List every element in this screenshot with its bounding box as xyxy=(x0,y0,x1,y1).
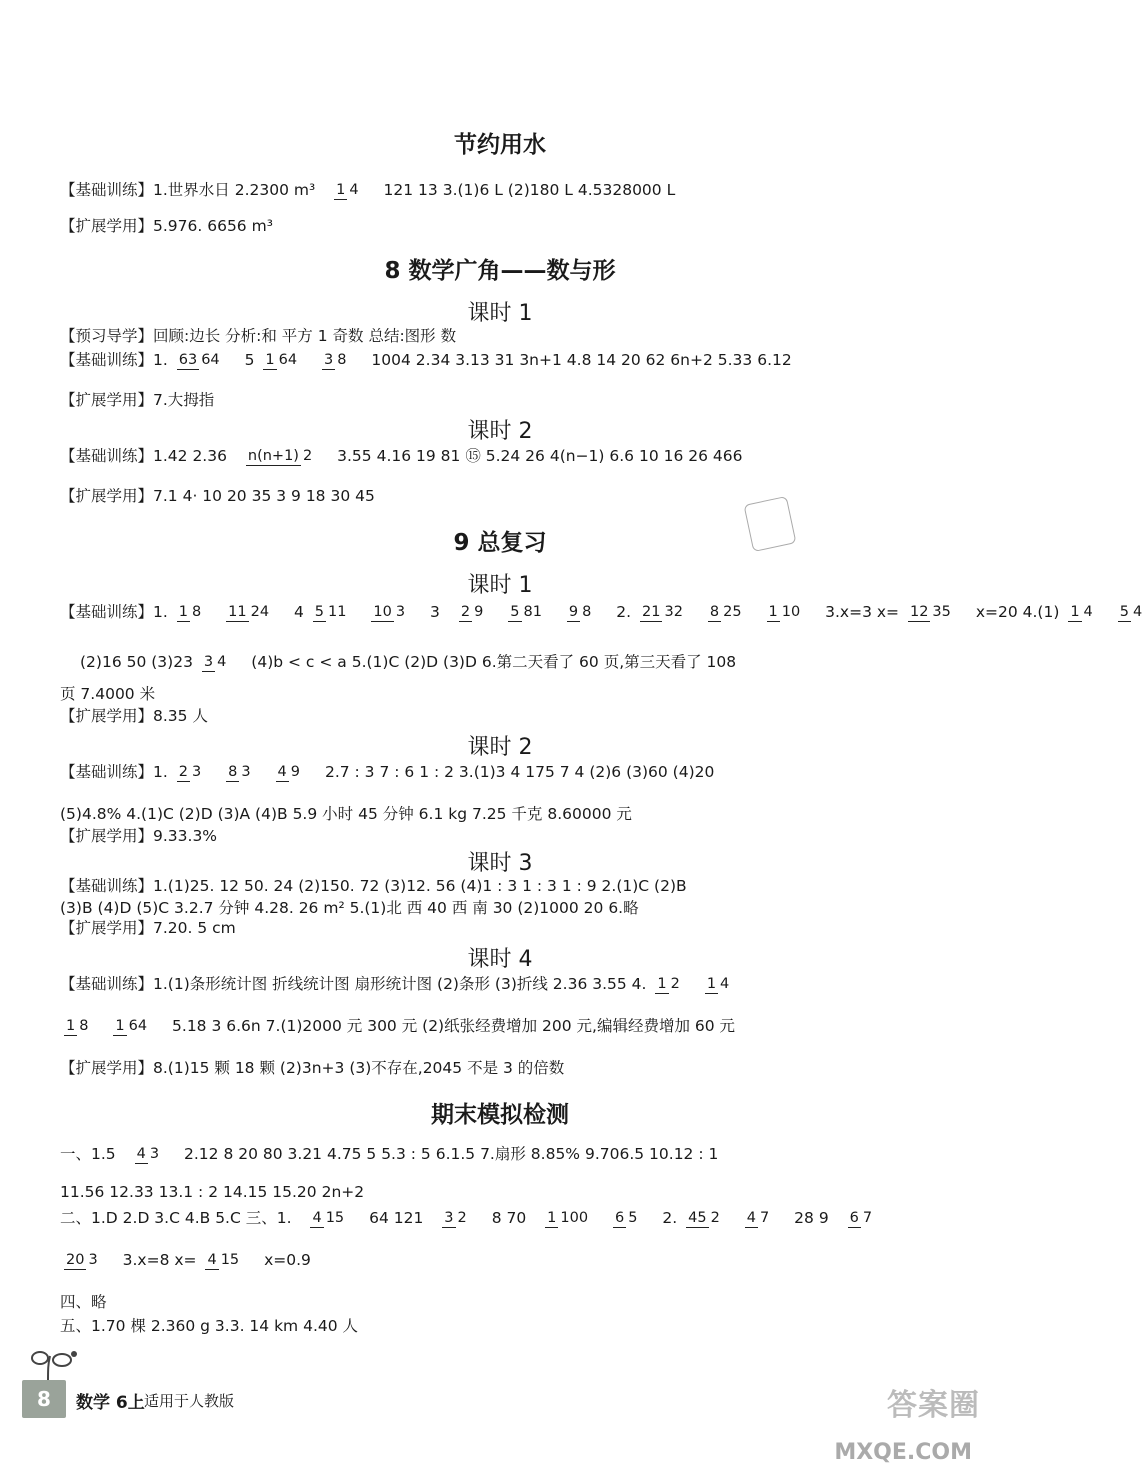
answer-line xyxy=(60,974,735,994)
fraction: 10 3 xyxy=(373,603,406,620)
fraction: 4 15 xyxy=(207,1251,240,1268)
answer-text: 3.55 4.16 19 81 ⑮ 5.24 26 4(n−1) 6.6 10 16 26 466 xyxy=(337,447,743,465)
fraction: 1 64 xyxy=(265,351,298,368)
fraction: 12 35 xyxy=(909,603,951,620)
answer-line: 【扩展学用】7.1 4· 10 20 35 3 9 18 30 45 xyxy=(60,487,375,505)
fraction: 1 2 xyxy=(657,975,680,992)
fraction: 6 5 xyxy=(615,1209,638,1226)
answer-text: 【基础训练】1. xyxy=(60,763,168,781)
answer-line xyxy=(60,602,1148,622)
fraction: 1 100 xyxy=(547,1209,589,1226)
fraction: 20 3 xyxy=(66,1251,98,1268)
lesson-title: 课时 2 xyxy=(467,735,533,760)
plant-icon xyxy=(26,1346,86,1382)
answer-text: 3 xyxy=(430,603,440,621)
lesson-title: 课时 2 xyxy=(467,419,533,444)
section-title-math-corner: 8 数学广角——数与形 xyxy=(384,258,616,284)
fraction: 5 81 xyxy=(510,603,542,620)
answer-line: 【扩展学用】7.20. 5 cm xyxy=(60,919,236,937)
fraction: 1 4 xyxy=(1070,603,1093,620)
answer-text: 5 xyxy=(244,351,255,369)
fraction: 4 7 xyxy=(746,1209,770,1226)
answer-text: 121 13 3.(1)6 L (2)180 L 4.5328000 L xyxy=(383,181,676,199)
answer-text: (2)16 50 (3)23 xyxy=(80,653,193,671)
fraction: 5 4 xyxy=(1119,603,1143,620)
watermark-url: MXQE.COM xyxy=(834,1440,972,1465)
answer-text: 【基础训练】1. xyxy=(60,351,168,369)
answer-text: 2.7 : 3 7 : 6 1 : 2 3.(1)3 4 175 7 4 (2)6 (3)60 (4)20 xyxy=(324,763,715,781)
fraction: 1 8 xyxy=(66,1017,89,1034)
fraction: 6 7 xyxy=(849,1209,873,1226)
answer-text: x=0.9 xyxy=(264,1251,311,1269)
answer-line xyxy=(60,1208,878,1228)
answer-text: 【基础训练】1. xyxy=(60,603,168,621)
fraction: 1 64 xyxy=(115,1017,148,1034)
answer-line: 【扩展学用】7.大拇指 xyxy=(60,391,215,409)
lesson-title: 课时 4 xyxy=(467,947,533,972)
fraction: 1 4 xyxy=(336,181,359,198)
fraction: 1 8 xyxy=(178,603,202,620)
lesson-title: 课时 1 xyxy=(467,301,533,326)
answer-text: 28 9 xyxy=(794,1209,829,1227)
answer-line: 页 7.4000 米 xyxy=(60,685,156,703)
fraction: 3 4 xyxy=(203,653,227,670)
watermark-logo: 答案圈 xyxy=(887,1388,980,1423)
answer-line: (5)4.8% 4.(1)C (2)D (3)A (4)B 5.9 小时 45 分钟 6.1 kg 7.25 千克 8.60000 元 xyxy=(60,805,632,823)
fraction: 11 24 xyxy=(228,603,270,620)
answer-text: 【基础训练】1.世界水日 2.2300 m³ xyxy=(60,181,316,199)
fraction: 2 3 xyxy=(178,763,202,780)
answer-line: 【扩展学用】9.33.3% xyxy=(60,827,218,845)
page-footer xyxy=(22,1372,322,1422)
fraction: 4 9 xyxy=(277,763,301,780)
lesson-title: 课时 3 xyxy=(467,851,533,876)
fraction: 63 64 xyxy=(178,351,220,368)
answer-text: 5.18 3 6.6n 7.(1)2000 元 300 元 (2)纸张经费增加 200 元,编辑经费增加 60 元 xyxy=(172,1017,736,1035)
answer-line xyxy=(60,1016,735,1036)
fraction: n(n+1) 2 xyxy=(247,447,313,464)
answer-line: 【预习导学】回顾:边长 分析:和 平方 1 奇数 总结:图形 数 xyxy=(60,327,457,345)
fraction: 1 10 xyxy=(768,603,801,620)
answer-text: 【基础训练】1.(1)条形统计图 折线统计图 扇形统计图 (2)条形 (3)折线 2.36 3.55 4. xyxy=(60,975,647,993)
answer-text: 2.12 8 20 80 3.21 4.75 5 5.3 : 5 6.1.5 7.扇形 8.85% 9.706.5 10.12 : 1 xyxy=(184,1145,719,1163)
answer-line: (3)B (4)D (5)C 3.2.7 分钟 4.28. 26 m² 5.(1)北 西 40 西 南 30 (2)1000 20 6.略 xyxy=(60,899,639,917)
section-title-water: 节约用水 xyxy=(454,132,546,158)
page-number: 8 xyxy=(22,1380,66,1418)
fraction: 4 3 xyxy=(136,1145,160,1162)
book-edition: 适用于人教版 xyxy=(144,1392,235,1410)
fraction: 3 2 xyxy=(444,1209,467,1226)
fraction: 3 8 xyxy=(324,351,347,368)
answer-text: 【基础训练】1.42 2.36 xyxy=(60,447,227,465)
fraction: 2 9 xyxy=(460,603,484,620)
fraction: 1 4 xyxy=(706,975,730,992)
answer-text: 2. xyxy=(616,603,632,621)
fraction: 5 11 xyxy=(314,603,347,620)
answer-line: 【扩展学用】5.976. 6656 m³ xyxy=(60,217,273,235)
answer-text: 4 xyxy=(293,603,304,621)
fraction: 8 25 xyxy=(709,603,742,620)
answer-line xyxy=(60,350,792,370)
answer-line: 【扩展学用】8.(1)15 颗 18 颗 (2)3n+3 (3)不存在,2045 不是 3 的倍数 xyxy=(60,1059,565,1077)
answer-line: 四、略 xyxy=(60,1293,107,1311)
section-title-final-exam: 期末模拟检测 xyxy=(431,1102,569,1128)
answer-text: (4)b < c < a 5.(1)C (2)D (3)D 6.第二天看了 60 页,第三天看了 108 xyxy=(251,653,737,671)
fraction: 45 2 xyxy=(688,1209,720,1226)
answer-line xyxy=(60,446,743,466)
answer-line xyxy=(80,652,736,672)
answer-line xyxy=(60,1250,311,1270)
book-title: 数学 6上 xyxy=(76,1393,145,1413)
fraction: 4 15 xyxy=(312,1209,345,1226)
answer-line: 11.56 12.33 13.1 : 2 14.15 15.20 2n+2 xyxy=(60,1183,365,1201)
answer-text: 二、1.D 2.D 3.C 4.B 5.C 三、1. xyxy=(60,1209,292,1227)
answer-text: 8 70 xyxy=(491,1209,527,1227)
answer-text: 3.x=3 x= xyxy=(825,603,900,621)
answer-line: 【基础训练】1.(1)25. 12 50. 24 (2)150. 72 (3)12. 56 (4)1 : 3 1 : 3 1 : 9 2.(1)C (2)B xyxy=(60,877,687,895)
answer-line xyxy=(60,180,675,200)
lesson-title: 课时 1 xyxy=(467,573,533,598)
fraction: 8 3 xyxy=(228,763,251,780)
fraction: 9 8 xyxy=(568,603,592,620)
answer-line xyxy=(60,1144,718,1164)
answer-line: 五、1.70 棵 2.360 g 3.3. 14 km 4.40 人 xyxy=(60,1317,359,1335)
answer-text: 1004 2.34 3.13 31 3n+1 4.8 14 20 62 6n+2 5.33 6.12 xyxy=(371,351,792,369)
answer-text: x=20 4.(1) xyxy=(975,603,1060,621)
section-title-review: 9 总复习 xyxy=(453,530,547,556)
answer-text: 3.x=8 x= xyxy=(122,1251,197,1269)
fraction: 21 32 xyxy=(642,603,683,620)
answer-text: 一、1.5 xyxy=(60,1145,116,1163)
answer-text: 64 121 xyxy=(369,1209,424,1227)
answer-line: 【扩展学用】8.35 人 xyxy=(60,707,208,725)
answer-line xyxy=(60,762,714,782)
answer-text: 2. xyxy=(662,1209,678,1227)
